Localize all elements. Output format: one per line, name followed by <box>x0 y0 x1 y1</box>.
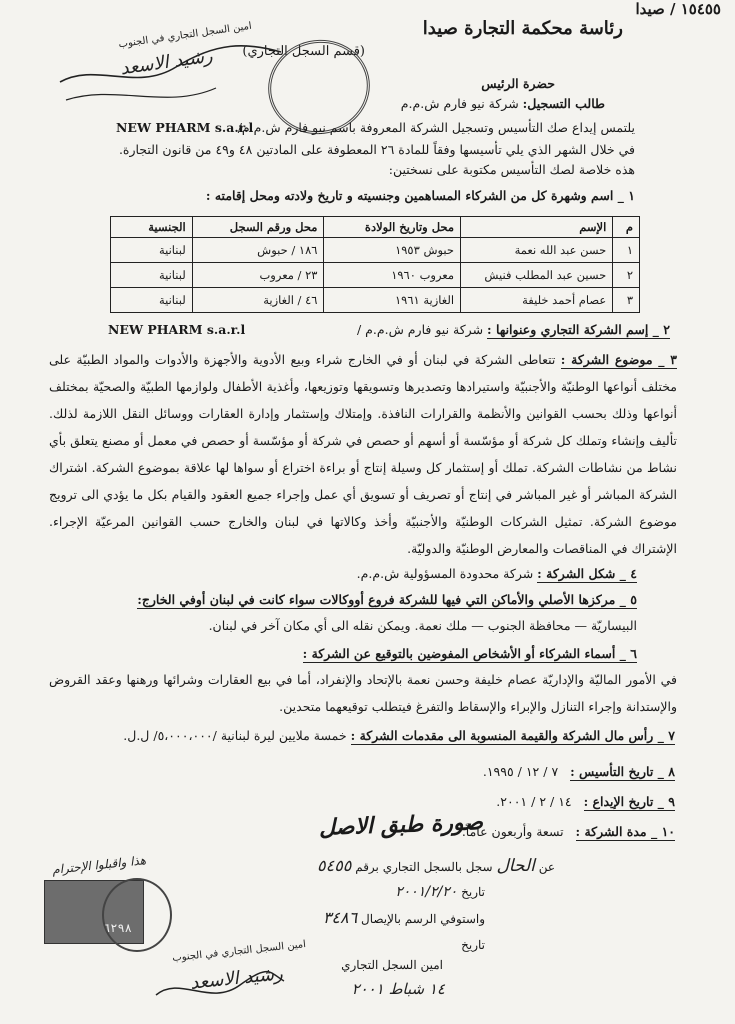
registrar-title: امين السجل التجاري <box>341 958 443 972</box>
registration-line-1 <box>317 856 555 876</box>
col-header-nationality: الجنسية <box>111 217 193 238</box>
cell-registry: ١٨٦ / حبوش <box>192 238 324 263</box>
section-7-label: ٧ _ رأس مال الشركة والقيمة المنسوبة الى مقدمات الشركة : <box>350 728 675 743</box>
section-5-value: البيساريّة — محافظة الجنوب — ملك نعمة. ويمكن نقله الى أي مكان آخر في لبنان. <box>208 618 637 633</box>
registration-number: ٥٤٥٥ <box>317 856 352 875</box>
bottom-left-note: امين السجل التجاري في الجنوب <box>171 939 307 964</box>
cell-nationality: لبنانية <box>111 238 193 263</box>
fiscal-stamp-number: ٦٢٩٨ <box>103 921 132 935</box>
bottom-signature-scribble <box>150 955 290 1015</box>
request-line-3: هذه خلاصة لصك التأسيس مكتوبة على نسختين: <box>388 162 635 177</box>
applicant-line <box>401 96 605 111</box>
section-5-title <box>137 592 637 607</box>
registration-date-handwritten: ٢٠٠١/٢/٢٠ <box>395 884 458 900</box>
section-3-label: ٣ _ موضوع الشركة : <box>560 352 677 367</box>
true-copy-stamp: صورة طبق الاصل <box>318 809 484 841</box>
cell-index: ٣ <box>613 288 640 313</box>
col-header-registry: محل ورقم السجل <box>192 217 324 238</box>
top-reference: ١٥٤٥٥ / صيدا <box>635 0 721 18</box>
cell-index: ٢ <box>613 263 640 288</box>
section-6-label: ٦ _ أسماء الشركاء أو الأشخاص المفوضين بالتوقيع عن الشركة : <box>302 646 637 661</box>
cell-birth: حبوش ١٩٥٣ <box>324 238 461 263</box>
section-7-value: خمسة ملايين ليرة لبنانية /٥،٠٠٠،٠٠٠/ ل.ل. <box>123 728 347 743</box>
request-line-1 <box>238 120 635 135</box>
registration-line-2b <box>323 908 485 927</box>
section-10-value: تسعة وأربعون عاماً. <box>461 824 564 839</box>
reg-line2-b: واستوفي الرسم بالإيصال <box>361 912 485 926</box>
section-2-label: ٢ _ إسم الشركة التجاري وعنوانها : <box>487 322 670 337</box>
col-header-index: م <box>613 217 640 238</box>
section-4-label: ٤ _ شكل الشركة : <box>537 566 637 581</box>
section-2-latin: NEW PHARM s.a.r.l <box>108 322 246 337</box>
section-3-text: تتعاطى الشركة في لبنان أو في الخارج شراء وبيع الأدوية والأجهزة والأدوات والمواد الطبيّة على مختلف أنواعها الوطنيّة والأجنبيّة واستيرادها وتصديرها وتسويقها وتوزيعها، وأغذية الأطفال ولوازمها الطبيّة والصحيّة بمختلف أنواعها وذلك بحسب القوانين والأنظمة والقرارات النافذة. وإمتلاك وإستثمار وإدارة العقارات ووسائل النقل اللازمة لذلك. تأليف وإنشاء وتملك كل شركة أو مؤسّسة أو أسهم أو حصص في شركة أو مؤسّسة أو حصص في معمل أو مصنع يتعلق بأي نشاط من نشاطات الشركة. تملك أو إستثمار كل وسيلة إنتاج أو براءة اختراع أو سواها لها علاقة بموضوع الشركة. اشتراك الشركة المباشر أو غير المباشر في إنتاج أو تصريف أو تسويق أي عمل وإجراء جميع العقود والقيام بكل ما يؤدي الى ترويج موضوع الشركة. تمثيل الشركات الوطنيّة والأجنبيّة وأخذ وكالاتها في لبنان والخارج حسب القوانين المرعيّة الإجراء. الإشتراك في المناقصات والمعارض الوطنيّة والدوليّة. <box>49 352 677 556</box>
table-header-row <box>111 217 640 238</box>
col-header-birth: محل وتاريخ الولادة <box>324 217 461 238</box>
cell-nationality: لبنانية <box>111 288 193 313</box>
round-seal <box>102 878 172 952</box>
section-4-line <box>357 566 637 581</box>
section-1-title: ١ _ اسم وشهرة كل من الشركاء المساهمين وجنسيته و تاريخ ولادته ومحل إقامته : <box>205 188 635 203</box>
section-8-line <box>483 764 675 779</box>
cell-birth: الغازية ١٩٦١ <box>324 288 461 313</box>
section-10-label: ١٠ _ مدة الشركة : <box>575 824 675 839</box>
section-9-line <box>496 794 675 809</box>
section-10-line <box>462 824 675 839</box>
signature-scribble <box>56 22 286 112</box>
request-line-2: في خلال الشهر الذي يلي تأسيسها وفقاً للمادة ٢٦ المعطوفة على المادتين ٤٨ و٤٩ من قانون التجارة. <box>118 142 635 157</box>
registrar-date-handwritten: ١٤ شباط ٢٠٠١ <box>351 980 445 998</box>
request-latin-name: NEW PHARM s.a.r.l <box>116 120 254 135</box>
section-2-value: شركة نيو فارم ش.م.م / <box>356 322 484 337</box>
section-4-value: شركة محدودة المسؤولية ش.م.م. <box>356 566 534 581</box>
applicant-label: طالب التسجيل: <box>522 96 605 111</box>
section-9-label: ٩ _ تاريخ الإيداع : <box>583 794 675 809</box>
table-row <box>111 263 640 288</box>
section-9-value: ١٤ / ٢ / ٢٠٠١. <box>496 794 572 809</box>
section-5-label: ٥ _ مركزها الأصلي والأماكن التي فيها للشركة فروع أووكالات سواء كانت في لبنان أوفي الخارج: <box>137 592 637 607</box>
reg-line1-c: سجل بالسجل التجاري برقم <box>355 860 493 874</box>
section-2-line <box>357 322 670 337</box>
registration-line-2 <box>395 884 485 900</box>
section-6-title <box>303 646 637 661</box>
closing-note: هذا واقبلوا الإحترام <box>51 853 147 877</box>
col-header-name: الإسم <box>461 217 613 238</box>
cell-name: حسين عبد المطلب فنيش <box>461 263 613 288</box>
section-8-label: ٨ _ تاريخ التأسيس : <box>570 764 675 779</box>
cell-name: حسن عبد الله نعمة <box>461 238 613 263</box>
section-3-block <box>49 346 677 562</box>
partners-table <box>110 216 640 313</box>
table-row <box>111 238 640 263</box>
reg-line1-a: عن <box>538 860 555 874</box>
top-left-note: امين السجل التجاري في الجنوب <box>117 20 253 51</box>
greeting: حضرة الرئيس <box>481 76 555 91</box>
registry-department: (قسم السجل التجاري) <box>242 44 365 59</box>
court-name: رئاسة محكمة التجارة صيدا <box>422 18 623 39</box>
registration-line-3: تاريخ <box>461 938 485 952</box>
top-left-signature: رشيد الاسعد <box>118 45 214 80</box>
table-row <box>111 288 640 313</box>
bottom-left-signature: رشيد الاسعد <box>189 963 284 994</box>
cell-registry: ٢٣ / معروب <box>192 263 324 288</box>
reg-line2-a: تاريخ <box>461 885 485 899</box>
cell-registry: ٤٦ / الغازية <box>192 288 324 313</box>
section-6-text: في الأمور الماليّة والإداريّة عصام خليفة وحسن نعمة بالإتحاد والإنفراد، أما في بيع العقارات وشرائها ورهنها وعقد القروض والإستدانة وإجراء التنازل والإبراء والإسقاط والتفرغ فيتطلب توقيعهما متحدين. <box>49 672 677 714</box>
cell-index: ١ <box>613 238 640 263</box>
section-8-value: ٧ / ١٢ / ١٩٩٥. <box>482 764 559 779</box>
reg-line1-handwritten: الحال <box>496 856 535 876</box>
cell-nationality: لبنانية <box>111 263 193 288</box>
receipt-number: ٣٤٨٦ <box>322 908 358 927</box>
cell-birth: معروب ١٩٦٠ <box>324 263 461 288</box>
section-7-line <box>123 728 675 743</box>
cell-name: عصام أحمد خليفة <box>461 288 613 313</box>
applicant-value: شركة نيو فارم ش.م.م <box>400 96 519 111</box>
request-line-1-arabic: يلتمس إيداع صك التأسيس وتسجيل الشركة المعروفة باسم نيو فارم ش.م.م/ <box>237 120 635 135</box>
